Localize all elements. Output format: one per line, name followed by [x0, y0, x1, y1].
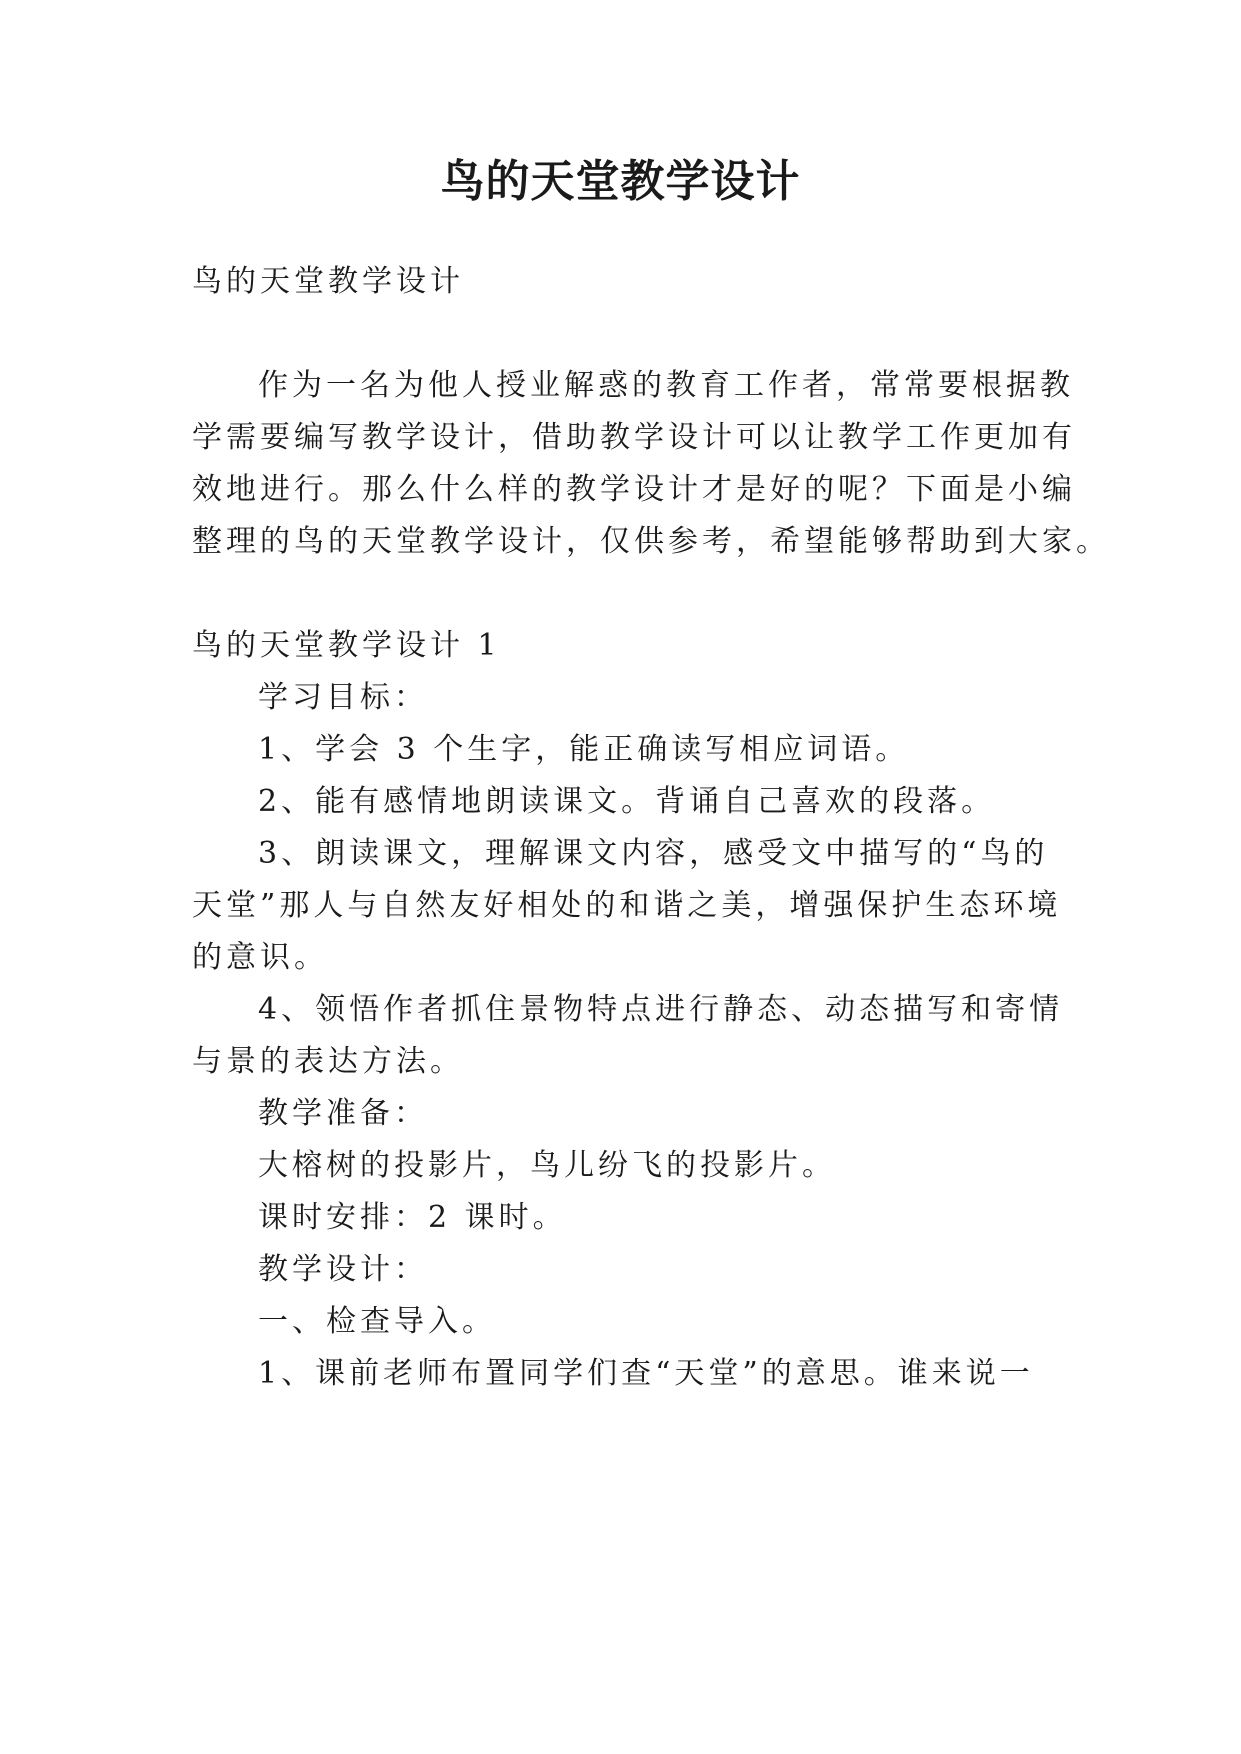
body-line: 学习目标：	[258, 680, 428, 715]
body-line: 大榕树的投影片，鸟儿纷飞的投影片。	[258, 1148, 836, 1183]
body-line: 4、领悟作者抓住景物特点进行静态、动态描写和寄情	[258, 992, 1064, 1027]
intro-line: 学需要编写教学设计，借助教学设计可以让教学工作更加有	[192, 420, 1076, 455]
body-line: 一、检查导入。	[258, 1304, 496, 1339]
body-line: 与景的表达方法。	[192, 1044, 464, 1079]
body-line: 2、能有感情地朗读课文。背诵自己喜欢的段落。	[258, 784, 996, 819]
body-line: 教学设计：	[258, 1252, 428, 1287]
intro-line: 整理的鸟的天堂教学设计，仅供参考，希望能够帮助到大家。	[192, 524, 1110, 559]
body-line: 天堂”那人与自然友好相处的和谐之美，增强保护生态环境	[192, 888, 1062, 923]
body-line: 的意识。	[192, 940, 328, 975]
body-line: 1、学会 3 个生字，能正确读写相应词语。	[258, 732, 910, 767]
intro-line: 效地进行。那么什么样的教学设计才是好的呢？下面是小编	[192, 472, 1076, 507]
intro-line: 作为一名为他人授业解惑的教育工作者，常常要根据教	[258, 368, 1074, 403]
document-subtitle: 鸟的天堂教学设计	[192, 264, 464, 299]
body-line: 3、朗读课文，理解课文内容，感受文中描写的“鸟的	[258, 836, 1049, 871]
document-title: 鸟的天堂教学设计	[440, 156, 801, 207]
body-line: 教学准备：	[258, 1096, 428, 1131]
body-line: 课时安排：2 课时。	[258, 1200, 567, 1235]
section-heading: 鸟的天堂教学设计 1	[192, 628, 501, 663]
body-line: 1、课前老师布置同学们查“天堂”的意思。谁来说一	[258, 1356, 1034, 1391]
